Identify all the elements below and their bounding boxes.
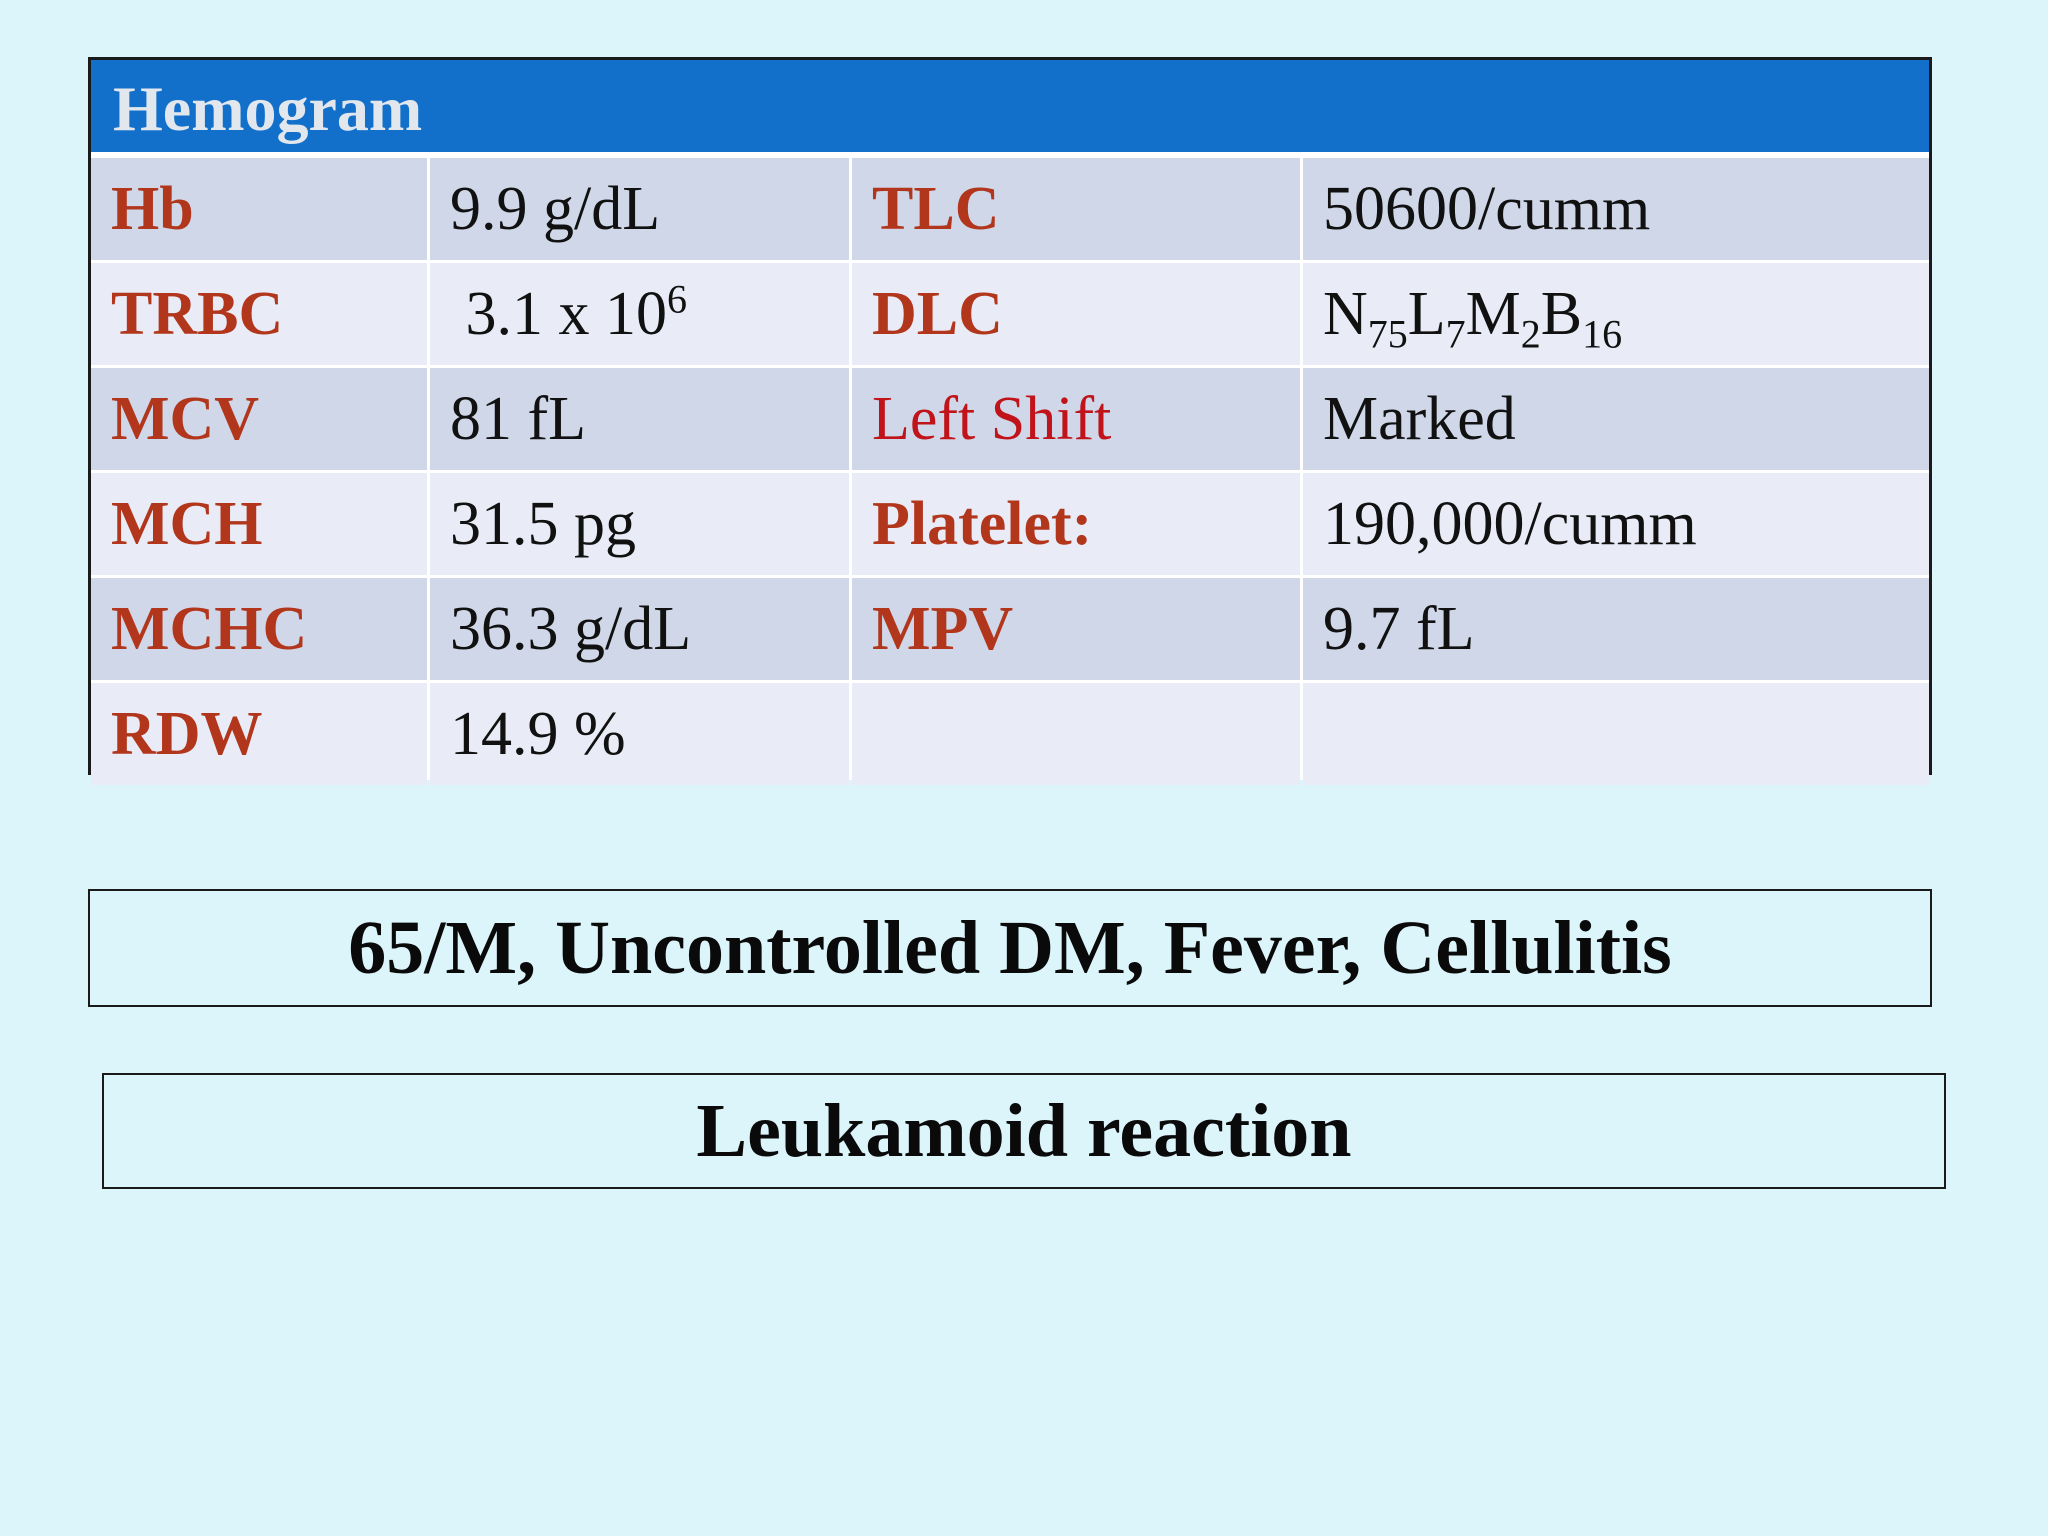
label-dlc: DLC xyxy=(852,263,1300,365)
hemogram-grid xyxy=(91,158,1929,780)
label-rdw: RDW xyxy=(91,683,427,785)
dlc-m-sub: 2 xyxy=(1520,311,1541,357)
hemogram-title: Hemogram xyxy=(91,60,1929,158)
label-trbc: TRBC xyxy=(91,263,427,365)
dlc-n-sub: 75 xyxy=(1367,311,1408,357)
label-mcv: MCV xyxy=(91,368,427,470)
empty-label-cell xyxy=(852,683,1300,785)
value-mpv: 9.7 fL xyxy=(1303,578,1929,680)
hemogram-table xyxy=(88,57,1932,775)
value-tlc: 50600/cumm xyxy=(1303,158,1929,260)
value-platelet: 190,000/cumm xyxy=(1303,473,1929,575)
label-mch: MCH xyxy=(91,473,427,575)
value-dlc xyxy=(1303,263,1929,365)
diagnosis-box xyxy=(102,1073,1946,1189)
dlc-l-sub: 7 xyxy=(1445,311,1466,357)
value-rdw: 14.9 % xyxy=(430,683,849,785)
value-hb: 9.9 g/dL xyxy=(430,158,849,260)
label-mpv: MPV xyxy=(852,578,1300,680)
label-hb: Hb xyxy=(91,158,427,260)
label-left-shift: Left Shift xyxy=(852,368,1300,470)
case-summary-box xyxy=(88,889,1932,1007)
value-mchc: 36.3 g/dL xyxy=(430,578,849,680)
dlc-n: N xyxy=(1323,280,1368,348)
dlc-l: L xyxy=(1407,280,1446,348)
label-mchc: MCHC xyxy=(91,578,427,680)
empty-value-cell xyxy=(1303,683,1929,785)
value-trbc xyxy=(430,263,849,365)
dlc-b: B xyxy=(1540,280,1583,348)
label-platelet: Platelet: xyxy=(852,473,1300,575)
value-mch: 31.5 pg xyxy=(430,473,849,575)
value-mcv: 81 fL xyxy=(430,368,849,470)
diagnosis-text: Leukamoid reaction xyxy=(696,1088,1352,1173)
value-left-shift: Marked xyxy=(1303,368,1929,470)
dlc-b-sub: 16 xyxy=(1582,311,1623,357)
label-tlc: TLC xyxy=(852,158,1300,260)
trbc-exponent: 6 xyxy=(667,276,687,322)
case-summary-text: 65/M, Uncontrolled DM, Fever, Cellulitis xyxy=(348,905,1672,990)
dlc-m: M xyxy=(1465,280,1521,348)
trbc-base: 3.1 x 10 xyxy=(465,280,667,348)
